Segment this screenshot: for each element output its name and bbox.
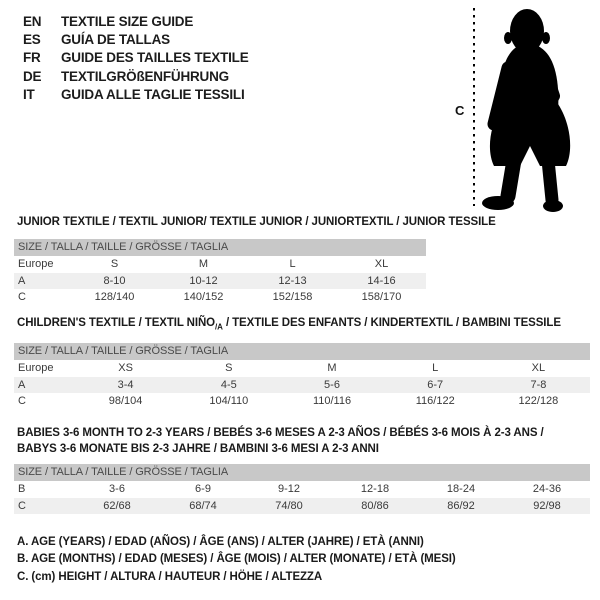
legend-line-b: B. AGE (MONTHS) / EDAD (MESES) / ÂGE (MOIS) / ALTER (MONATE) / ETÀ (MESI) (17, 553, 456, 566)
value-cell: 62/68 (103, 499, 131, 512)
table-row (14, 498, 590, 515)
value-cell: 12-18 (360, 483, 390, 495)
row-label: C (18, 395, 26, 407)
guide-title: GUIDA ALLE TAGLIE TESSILI (61, 86, 245, 102)
size-cell: XL (374, 258, 389, 270)
table-header-bar: SIZE / TALLA / TAILLE / GRÖSSE / TAGLIA (14, 464, 590, 481)
size-cell: S (225, 362, 233, 374)
value-cell: 104/110 (209, 395, 249, 407)
value-cell: 3-4 (117, 378, 134, 391)
language-row (23, 86, 249, 104)
language-code: FR (23, 50, 41, 66)
row-label: Europe (18, 362, 54, 374)
guide-title: GUIDE DES TAILLES TEXTILE (61, 50, 249, 66)
row-label: Europe (18, 258, 54, 270)
row-label: A (18, 274, 26, 287)
value-cell: 86/92 (447, 499, 475, 512)
value-cell: 18-24 (446, 483, 476, 495)
value-cell: 116/122 (415, 395, 455, 407)
measurement-legend (17, 534, 456, 586)
table-row (14, 377, 590, 394)
size-cell: XL (531, 362, 546, 374)
height-marker-label: C (455, 103, 465, 118)
value-cell: 4-5 (220, 378, 237, 391)
size-cell: S (110, 258, 119, 270)
value-cell: 152/158 (272, 291, 313, 303)
value-cell: 3-6 (109, 483, 125, 495)
row-label: A (18, 378, 26, 391)
language-code: EN (23, 14, 42, 29)
children-size-table (14, 343, 590, 410)
value-cell: 9-12 (277, 483, 301, 495)
height-figure (440, 0, 600, 220)
junior-size-table (14, 239, 426, 306)
table-row (14, 393, 590, 410)
value-cell: 12-13 (278, 274, 307, 287)
guide-title: GUÍA DE TALLAS (61, 32, 170, 48)
baby-body (482, 9, 570, 212)
value-cell: 158/170 (361, 291, 402, 303)
row-label: C (18, 291, 26, 303)
size-cell: XS (118, 362, 133, 374)
value-cell: 6-9 (195, 483, 211, 495)
legend-line-a: A. AGE (YEARS) / EDAD (AÑOS) / ÂGE (ANS) / ALTER (JAHRE) / ETÀ (ANNI) (17, 536, 424, 548)
row-label: B (18, 483, 26, 495)
value-cell: 10-12 (189, 274, 218, 287)
row-label: C (18, 499, 26, 512)
babies-section-title-line2: BABYS 3-6 MONATE BIS 2-3 JAHRE / BAMBINI 3-6 MESI A 2-3 ANNI (17, 443, 379, 455)
value-cell: 8-10 (103, 274, 126, 287)
language-row (23, 13, 249, 31)
subscript: /A (215, 322, 223, 332)
value-cell: 122/128 (518, 395, 559, 407)
language-code: ES (23, 32, 41, 48)
value-cell: 74/80 (275, 499, 303, 512)
value-cell: 24-36 (532, 483, 562, 495)
value-cell: 5-6 (324, 378, 340, 391)
table-header-bar: SIZE / TALLA / TAILLE / GRÖSSE / TAGLIA (14, 239, 426, 256)
children-section-title: CHILDREN'S TEXTILE / TEXTIL $NIÑO_{/A}$ / TEXTILE DES ENFANTS / KINDERTEXTIL / BAMBINI TESSILE (17, 317, 561, 332)
value-cell: 140/152 (183, 291, 224, 303)
table-row (14, 273, 426, 290)
language-row (23, 31, 249, 49)
language-title-list (23, 13, 249, 104)
size-cell: L (289, 258, 296, 270)
babies-size-table (14, 464, 590, 514)
value-cell: 7-8 (530, 378, 547, 391)
guide-title: TEXTILGRÖßENFÜHRUNG (61, 68, 229, 84)
value-cell: 92/98 (533, 499, 561, 512)
guide-title: TEXTILE SIZE GUIDE (61, 14, 194, 29)
size-cell: L (432, 362, 439, 374)
value-cell: 6-7 (427, 378, 444, 391)
legend-line-c: C. (cm) HEIGHT / ALTURA / HAUTEUR / HÖHE / ALTEZZA (17, 570, 323, 583)
value-cell: 128/140 (94, 291, 135, 303)
language-row (23, 49, 249, 67)
language-code: DE (23, 68, 42, 84)
language-row (23, 68, 249, 86)
table-row (14, 360, 590, 377)
value-cell: 68/74 (189, 499, 217, 512)
table-header-bar: SIZE / TALLA / TAILLE / GRÖSSE / TAGLIA (14, 343, 590, 360)
junior-section-title: JUNIOR TEXTILE / TEXTIL JUNIOR/ TEXTILE JUNIOR / JUNIORTEXTIL / JUNIOR TESSILE (17, 216, 496, 228)
size-cell: M (198, 258, 209, 270)
value-cell: 14-16 (367, 274, 396, 287)
language-code: IT (23, 86, 35, 102)
value-cell: 98/104 (108, 395, 143, 407)
table-row (14, 256, 426, 273)
value-cell: 80/86 (361, 499, 389, 512)
value-cell: 110/116 (312, 395, 352, 407)
babies-section-title-line1: BABIES 3-6 MONTH TO 2-3 YEARS / BEBÉS 3-6 MESES A 2-3 AÑOS / BÉBÉS 3-6 MOIS À 2-3 ANS / (17, 427, 544, 439)
table-row (14, 289, 426, 306)
size-cell: M (327, 362, 337, 374)
table-row (14, 481, 590, 498)
